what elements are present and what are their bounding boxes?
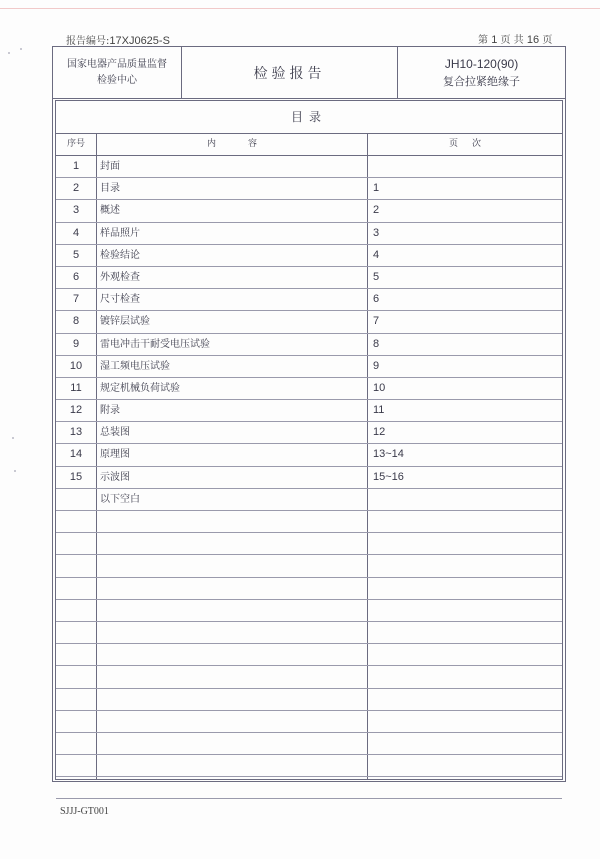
table-row — [56, 622, 562, 644]
row-content: 目录 — [100, 183, 120, 195]
page-current: 1 — [491, 34, 498, 46]
scan-speck — [8, 52, 10, 54]
row-seq: 13 — [69, 426, 83, 439]
row-page: 13~14 — [373, 448, 404, 461]
row-seq: 5 — [72, 248, 80, 261]
row-seq: 2 — [72, 182, 80, 195]
report-title-cell — [182, 47, 398, 98]
row-page: 3 — [373, 226, 380, 239]
toc-rows — [56, 156, 562, 799]
row-page: 15~16 — [373, 470, 404, 483]
organization-line2: 检验中心 — [97, 74, 137, 86]
row-seq: 9 — [72, 337, 80, 350]
table-row — [56, 156, 562, 178]
row-page: 7 — [373, 315, 380, 328]
table-row — [56, 422, 562, 444]
row-content: 概述 — [100, 205, 120, 217]
row-content: 镀锌层试验 — [100, 316, 150, 328]
page-total: 16 — [526, 34, 540, 46]
table-row — [56, 311, 562, 333]
table-row — [56, 223, 562, 245]
report-number — [66, 32, 170, 47]
row-content: 规定机械负荷试验 — [100, 382, 180, 394]
row-page: 8 — [373, 337, 380, 350]
row-seq: 1 — [72, 160, 80, 172]
report-number-label: 报告编号: — [66, 36, 110, 47]
row-content: 以下空白 — [100, 493, 140, 505]
row-seq: 6 — [72, 270, 80, 283]
row-seq: 4 — [72, 226, 80, 239]
row-page: 10 — [373, 381, 386, 394]
table-row — [56, 666, 562, 688]
title-block — [53, 47, 565, 99]
table-row — [56, 777, 562, 799]
report-number-value: 17XJ0625-S — [109, 35, 170, 47]
row-page: 12 — [373, 426, 386, 439]
page-indicator — [478, 31, 552, 46]
table-row — [56, 600, 562, 622]
row-content: 雷电冲击干耐受电压试验 — [100, 338, 210, 350]
table-row — [56, 400, 562, 422]
scan-speck — [20, 48, 22, 50]
row-page: 1 — [373, 182, 380, 195]
row-content: 示波图 — [100, 471, 130, 483]
product-model: JH10-120(90) — [444, 56, 519, 71]
toc-title: 目录 — [56, 101, 562, 134]
table-row — [56, 467, 562, 489]
table-row — [56, 178, 562, 200]
row-seq: 15 — [69, 470, 83, 483]
page-suffix: 页 — [542, 35, 553, 46]
header-page: 页次 — [448, 139, 495, 149]
row-page: 4 — [373, 248, 380, 261]
report-frame — [52, 46, 566, 782]
page-prefix: 第 — [478, 35, 488, 46]
header-content: 内容 — [206, 139, 289, 149]
table-row — [56, 711, 562, 733]
row-content: 尺寸检查 — [100, 294, 140, 306]
table-row — [56, 378, 562, 400]
table-row — [56, 200, 562, 222]
row-seq: 11 — [70, 381, 82, 394]
row-seq: 8 — [72, 315, 80, 328]
table-row — [56, 356, 562, 378]
row-page: 2 — [373, 204, 380, 217]
row-page: 6 — [373, 293, 380, 306]
header-seq: 序号 — [66, 139, 85, 149]
table-row — [56, 733, 562, 755]
table-row — [56, 289, 562, 311]
product-name: 复合拉紧绝缘子 — [443, 74, 520, 88]
table-row — [56, 245, 562, 267]
row-content: 检验结论 — [100, 249, 140, 261]
row-content: 附录 — [100, 405, 120, 417]
page-mid: 页 共 — [500, 35, 524, 46]
row-content: 原理图 — [100, 449, 130, 461]
organization-cell — [53, 47, 182, 98]
product-cell — [398, 47, 565, 98]
row-seq: 3 — [72, 204, 80, 217]
table-row — [56, 644, 562, 666]
form-code: SJJJ-GT001 — [60, 806, 109, 817]
row-content: 封面 — [100, 161, 120, 172]
top-rule — [0, 8, 600, 9]
table-row — [56, 511, 562, 533]
organization-line1: 国家电器产品质量监督 — [67, 58, 167, 70]
table-row — [56, 267, 562, 289]
scan-speck — [14, 470, 16, 472]
row-seq: 14 — [69, 448, 83, 461]
row-seq: 7 — [72, 293, 80, 306]
row-content: 湿工频电压试验 — [100, 360, 170, 372]
table-row — [56, 444, 562, 466]
row-seq: 10 — [69, 359, 83, 372]
row-page: 5 — [373, 270, 380, 283]
table-row — [56, 755, 562, 777]
report-title: 检验报告 — [253, 65, 326, 82]
toc-header-row — [56, 134, 562, 156]
table-row — [56, 489, 562, 511]
table-row — [56, 578, 562, 600]
table-row — [56, 689, 562, 711]
table-row — [56, 555, 562, 577]
table-row — [56, 533, 562, 555]
toc-table — [55, 100, 563, 780]
row-seq: 12 — [69, 404, 83, 417]
row-page: 11 — [373, 404, 385, 417]
row-content: 外观检查 — [100, 271, 140, 283]
table-row — [56, 334, 562, 356]
scan-speck — [12, 437, 14, 439]
row-content: 总装图 — [100, 427, 130, 439]
row-content: 样品照片 — [100, 227, 140, 239]
row-page: 9 — [373, 359, 380, 372]
